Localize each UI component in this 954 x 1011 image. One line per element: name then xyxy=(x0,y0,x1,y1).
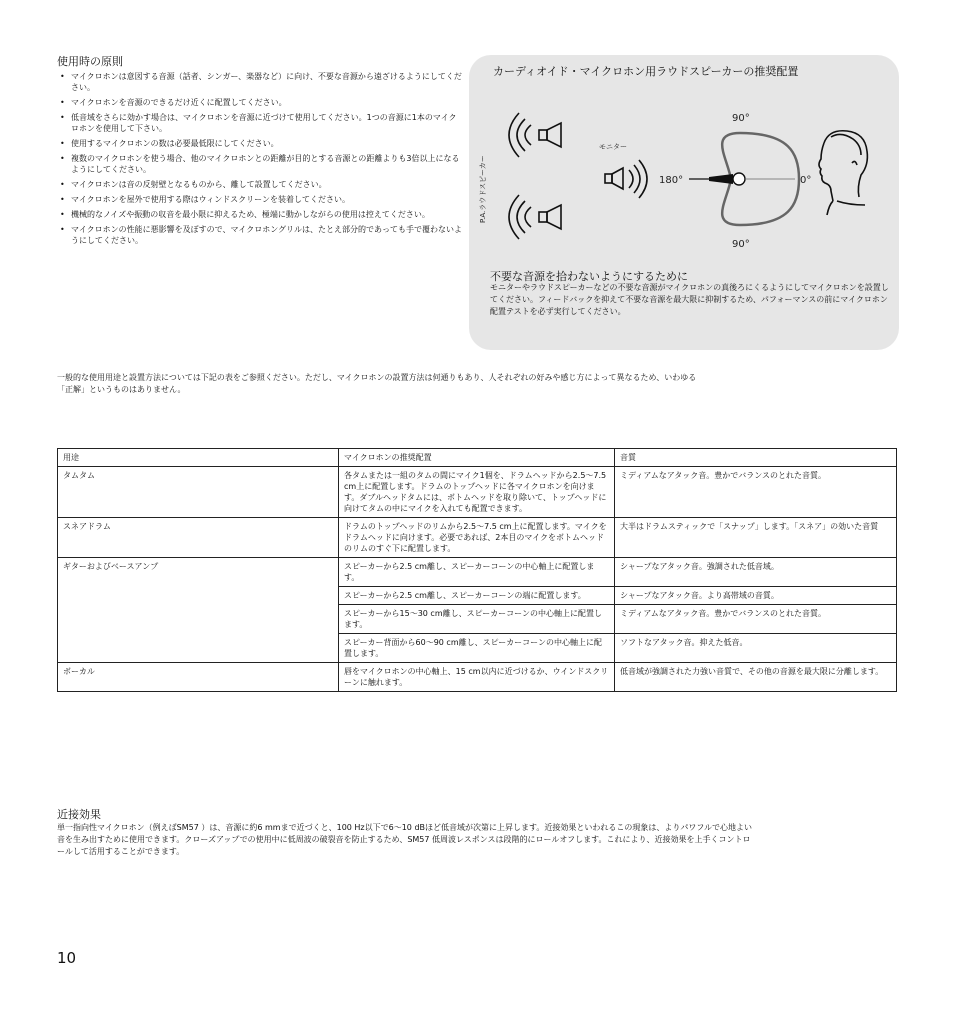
proximity-body: 単一指向性マイクロホン（例えばSM57 ）は、音源に約6 mmまで近づくと、100 Hz以下で6～10 dBほど低音域が次第に上昇します。近接効果といわれるこの現象は、よりパワフルで心地よい音を生み出すために使用できます。クローズアップでの使用中に低周波の破裂音を防止するため、SM57 低周波レスポンスは段階的にロールオフします。これにより、近接効果を上手くコントロールして活用することができます。 xyxy=(57,823,753,856)
intro-paragraph: 一般的な使用用途と設置方法については下記の表をご参照ください。ただし、マイクロホンの設置方法は何通りもあり、人それぞれの好みや感じ方によって異なるため、いわゆる「正解」というものはありません。 xyxy=(57,373,697,394)
principles-list xyxy=(57,71,462,246)
bullet-icon: • xyxy=(60,154,65,163)
placement-diagram xyxy=(469,55,899,255)
list-item: • 複数のマイクロホンを使う場合、他のマイクロホンとの距離が目的とする音源との距離よりも3倍以上になるようにしてください。 xyxy=(60,154,460,174)
usage-principles xyxy=(57,53,462,250)
header-tone: 音質 xyxy=(615,449,897,467)
principles-title: 使用時の原則 xyxy=(57,55,123,68)
panel-body-text: モニターやラウドスピーカーなどの不要な音源がマイクロホンの真後ろにくるようにしてマイクロホンを設置してください。フィードバックを抑えて不要な音源を最大限に抑制するため、パフォーマンスの前にマイクロホン配置テストを必ず実行してください。 xyxy=(490,283,889,316)
table-row xyxy=(58,663,897,692)
bullet-icon: • xyxy=(60,195,65,204)
cell-placement: スピーカーから2.5 cm離し、スピーカーコーンの中心軸上に配置します。 xyxy=(339,558,615,587)
cell-placement: スピーカーから2.5 cm離し、スピーカーコーンの端に配置します。 xyxy=(339,587,615,605)
cell-placement: ドラムのトップヘッドのリムから2.5～7.5 cm上に配置します。マイクをドラムヘッドに向けます。必要であれば、2本目のマイクをボトムヘッドのリムのすぐ下に配置します。 xyxy=(339,518,615,558)
cell-tone: シャープなアタック音。強調された低音域。 xyxy=(615,558,897,587)
cell-tone: ミディアムなアタック音。豊かでバランスのとれた音質。 xyxy=(615,467,897,518)
table-row xyxy=(58,518,897,558)
header-use: 用途 xyxy=(58,449,339,467)
monitor-label: モニター xyxy=(599,143,627,151)
table-header-row xyxy=(58,449,897,467)
table-row xyxy=(58,558,897,587)
placement-table xyxy=(57,448,897,692)
bullet-icon: • xyxy=(60,180,65,189)
person-head-icon xyxy=(819,131,867,215)
list-item: • マイクロホンを音源のできるだけ近くに配置してください。 xyxy=(60,98,287,107)
cell-placement: スピーカーから15～30 cm離し、スピーカーコーンの中心軸上に配置します。 xyxy=(339,605,615,634)
proximity-title: 近接効果 xyxy=(57,808,101,821)
bullet-icon: • xyxy=(60,225,65,234)
pa-speaker-lower-icon xyxy=(509,195,561,239)
cell-tone: 大半はドラムスティックで「スナップ」します。「スネア」の効いた音質 xyxy=(615,518,897,558)
angle-180-label: 180° xyxy=(659,175,684,186)
angle-0-label: 0° xyxy=(800,175,812,186)
list-item: • マイクロホンは音の反射壁となるものから、離して設置してください。 xyxy=(60,180,327,189)
angle-90-bottom-label: 90° xyxy=(732,239,750,250)
microphone-icon xyxy=(689,173,745,185)
cell-placement: 各タムまたは一組のタムの間にマイク1個を、ドラムヘッドから2.5～7.5 cm上に配置します。ドラムのトップヘッドに各マイクロホンを向けます。ダブルヘッドタムには、ボトムヘッドを取り除いて、トップヘッドに向けてタムの中にマイクを入れても配置できます。 xyxy=(339,467,615,518)
bullet-icon: • xyxy=(60,210,65,219)
cell-placement: 唇をマイクロホンの中心軸上、15 cm以内に近づけるか、ウインドスクリーンに触れます。 xyxy=(339,663,615,692)
pa-speaker-label: P.A.ラウドスピーカー xyxy=(479,155,487,223)
pa-speaker-upper-icon xyxy=(509,113,561,157)
list-item: • 使用するマイクロホンの数は必要最低限にしてください。 xyxy=(60,139,279,148)
list-item: • 低音域をさらに効かす場合は、マイクロホンを音源に近づけて使用してください。1つの音源に1本のマイクロホンを使用して下さい。 xyxy=(60,113,457,133)
monitor-speaker-icon xyxy=(605,160,647,198)
cell-tone: 低音域が強調された力強い音質で、その他の音源を最大限に分離します。 xyxy=(615,663,897,692)
bullet-icon: • xyxy=(60,113,65,122)
cell-tone: ソフトなアタック音。抑えた低音。 xyxy=(615,634,897,663)
cell-placement: スピーカー背面から60～90 cm離し、スピーカーコーンの中心軸上に配置します。 xyxy=(339,634,615,663)
cell-use: ギターおよびベースアンプ xyxy=(58,558,339,663)
list-item: • マイクロホンの性能に悪影響を及ぼすので、マイクロホングリルは、たとえ部分的であっても手で覆わないようにしてください。 xyxy=(60,225,462,245)
panel-title: カーディオイド・マイクロホン用ラウドスピーカーの推奨配置 xyxy=(493,65,799,78)
cell-tone: シャープなアタック音。より高帯域の音質。 xyxy=(615,587,897,605)
table-row xyxy=(58,467,897,518)
cell-tone: ミディアムなアタック音。豊かでバランスのとれた音質。 xyxy=(615,605,897,634)
list-item: • マイクロホンは意図する音源（話者、シンガー、楽器など）に向け、不要な音源から遠ざけるようにしてください。 xyxy=(60,72,462,92)
angle-90-top-label: 90° xyxy=(732,113,750,124)
cell-use: ボーカル xyxy=(58,663,339,692)
bullet-icon: • xyxy=(60,139,65,148)
bullet-icon: • xyxy=(60,72,65,81)
cell-use: スネアドラム xyxy=(58,518,339,558)
header-placement: マイクロホンの推奨配置 xyxy=(339,449,615,467)
bullet-icon: • xyxy=(60,98,65,107)
list-item: • マイクロホンを屋外で使用する際はウィンドスクリーンを装着してください。 xyxy=(60,195,350,204)
list-item: • 機械的なノイズや振動の収音を最小限に抑えるため、極端に動かしながらの使用は控えてください。 xyxy=(60,210,430,219)
cell-use: タムタム xyxy=(58,467,339,518)
page-number: 10 xyxy=(57,949,77,967)
panel-subtitle: 不要な音源を拾わないようにするために xyxy=(490,270,688,283)
